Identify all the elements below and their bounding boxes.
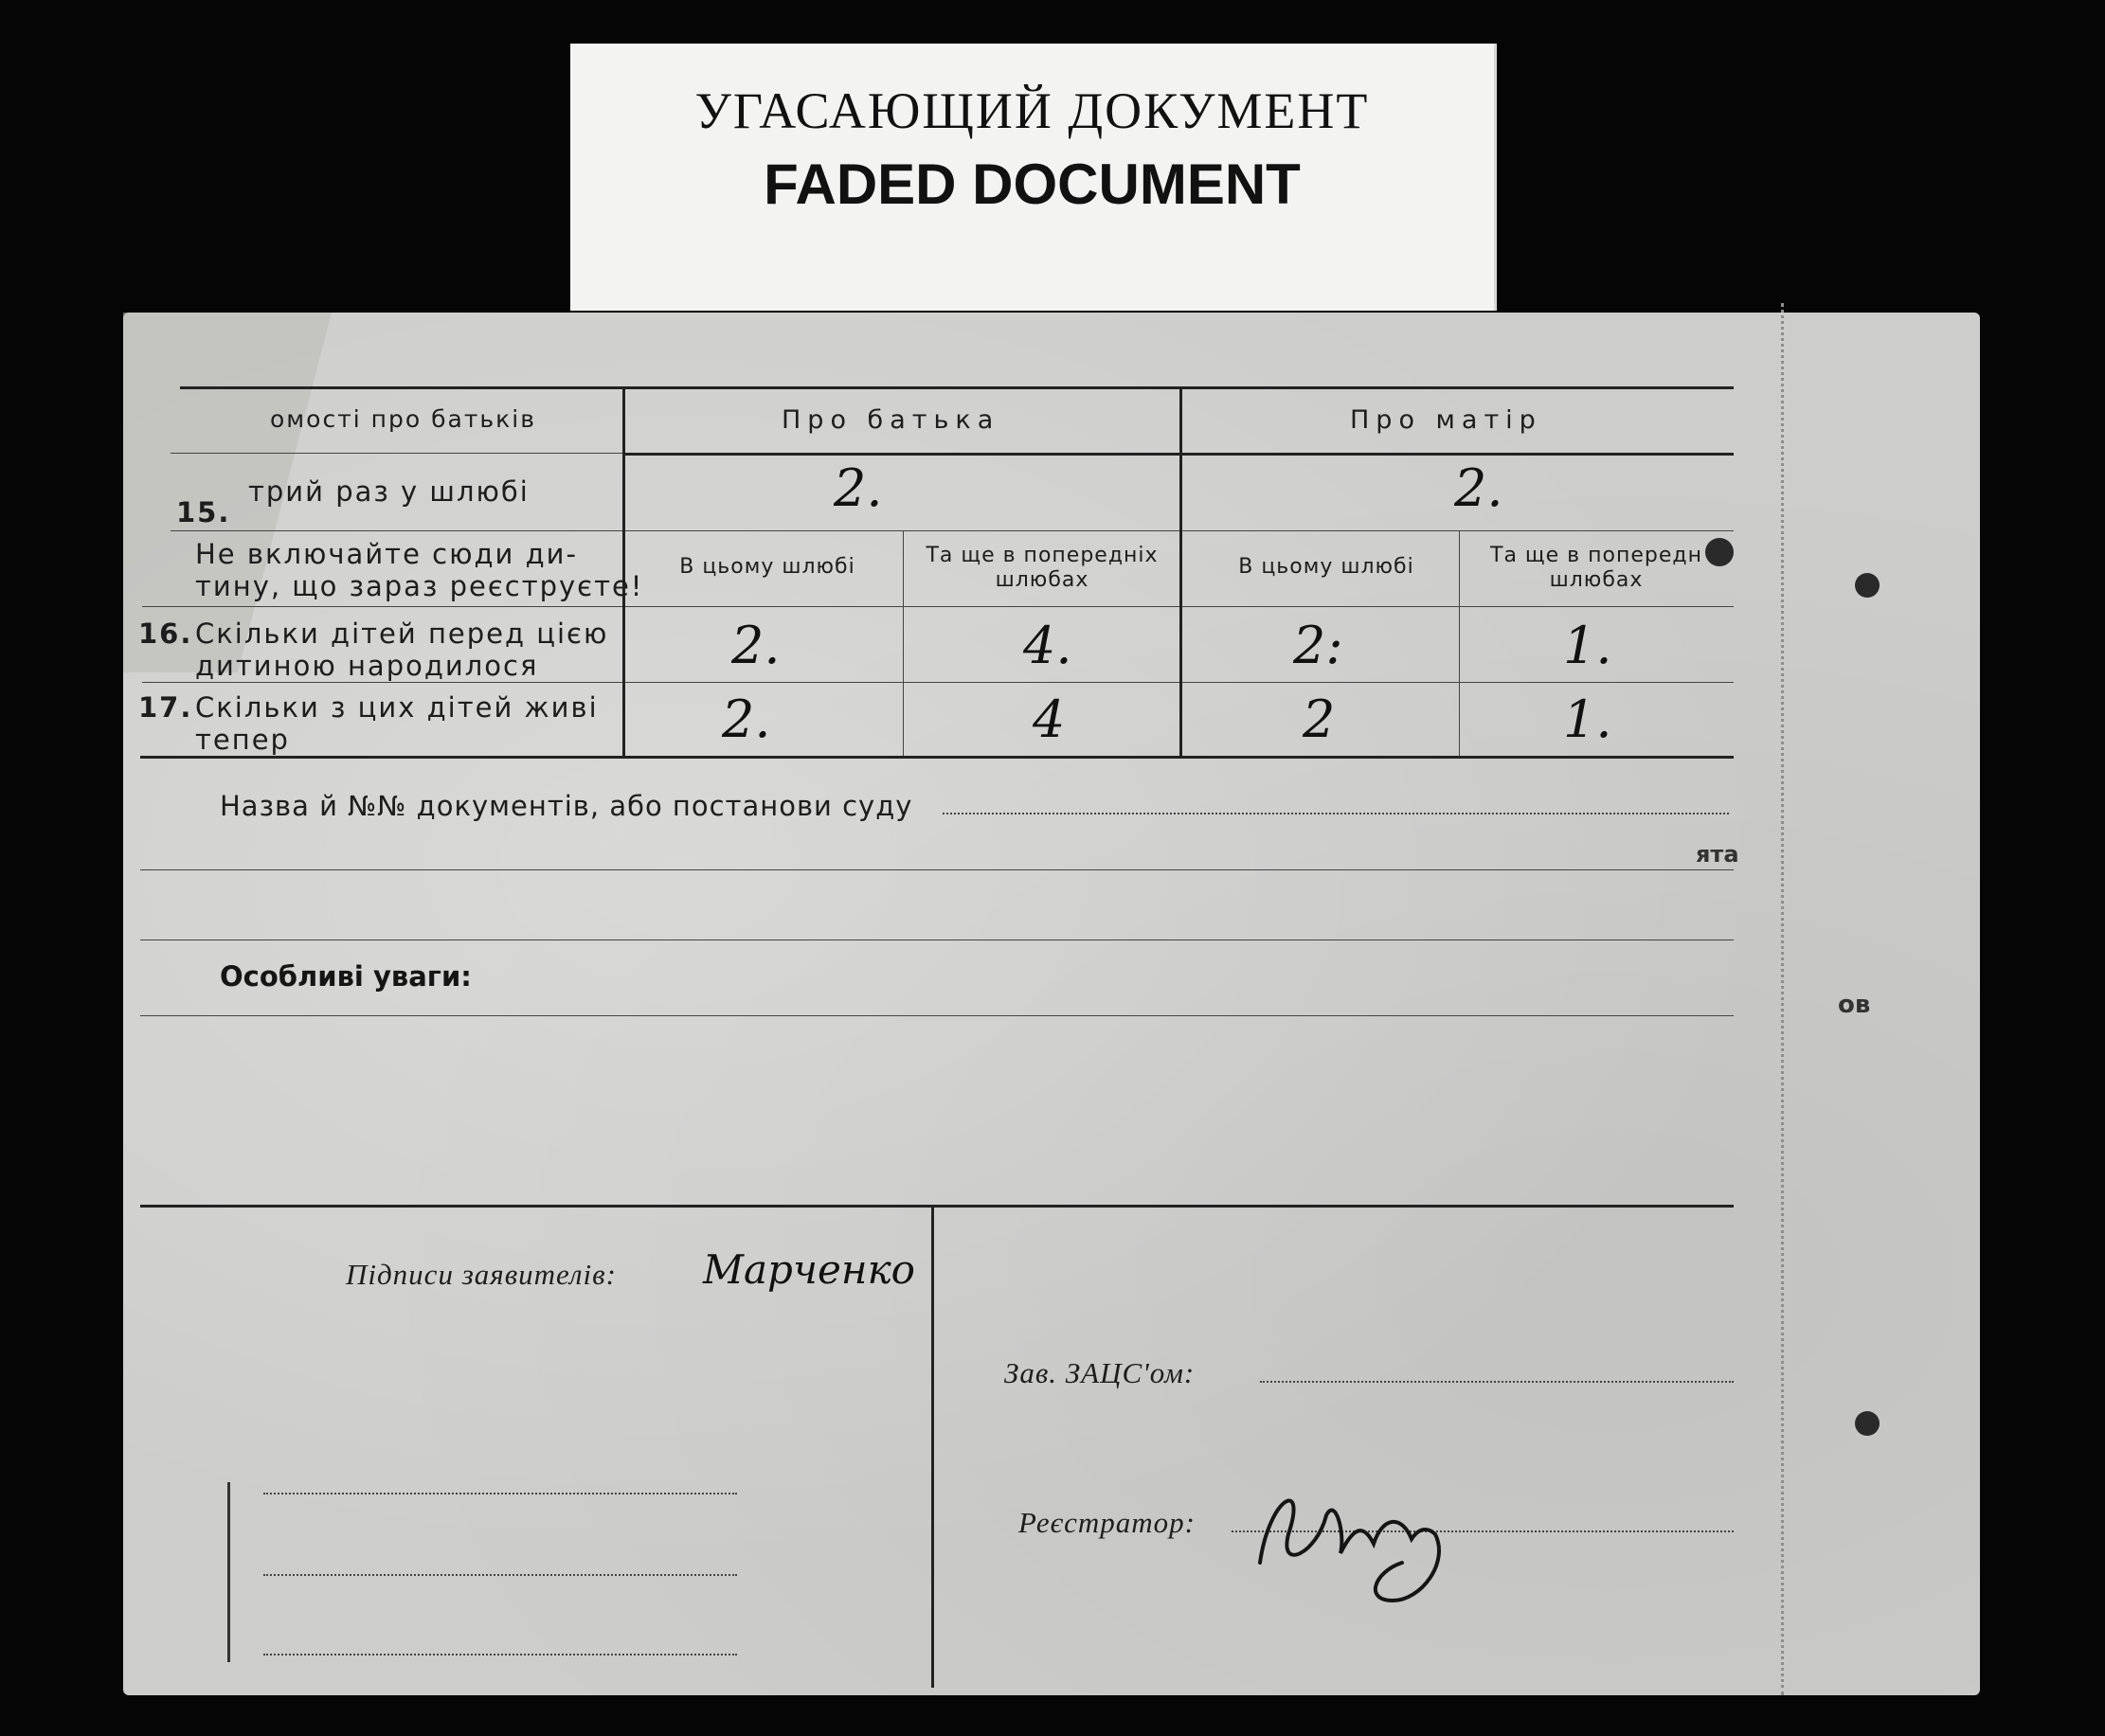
row-16-mother-this: 2:: [1293, 616, 1343, 675]
row-17-father-prev: 4: [1033, 689, 1066, 749]
row-17-line-1: Скільки з цих дітей живі: [195, 691, 599, 724]
punch-hole: [1855, 1411, 1880, 1436]
row-16-line-2: дитиною народилося: [195, 650, 539, 682]
table-bottom-rule: [140, 756, 1734, 759]
subhead-father-prev-1: Та ще в попередніх: [926, 544, 1159, 567]
zags-head-label: Зав. ЗАЦС'ом:: [1004, 1356, 1196, 1389]
mother-subdivider: [1459, 530, 1460, 756]
table-top-rule: [180, 386, 1734, 389]
documents-line-2: [140, 869, 1734, 870]
row-16-father-this: 2.: [731, 616, 781, 675]
faded-document-label-card: [570, 44, 1497, 311]
header-mother: Про матір: [1350, 405, 1542, 435]
registrar-signature: [1250, 1459, 1478, 1620]
row-16-father-prev: 4.: [1023, 616, 1072, 675]
label-russian: УГАСАЮЩИЙ ДОКУМЕНТ: [694, 82, 1370, 139]
applicant-line-2: [263, 1574, 737, 1576]
subhead-mother-prev-2: шлюбах: [1549, 568, 1644, 592]
row-16-mother-prev: 1.: [1563, 616, 1612, 675]
subhead-mother-this-marriage: В цьому шлюбі: [1238, 555, 1414, 579]
header-parents-label: омості про батьків: [270, 405, 536, 433]
row-17-mother-prev: 1.: [1563, 689, 1612, 749]
registrar-label: Реєстратор:: [1018, 1506, 1196, 1539]
row-15-father-value: 2.: [834, 458, 883, 518]
row-16-number: 16.: [138, 617, 193, 650]
note-line-2: тину, що зараз реєструєте!: [195, 570, 644, 602]
row-15-rule: [171, 530, 1734, 531]
special-notes-line: [140, 1015, 1734, 1016]
row-16-line-1: Скільки дітей перед цією: [195, 617, 609, 650]
table-divider-2: [1179, 386, 1182, 756]
registration-form-page: [123, 313, 1980, 1695]
applicant-line-3: [263, 1654, 737, 1655]
margin-fragment-b: ов: [1838, 991, 1871, 1019]
signatures-divider: [931, 1205, 934, 1688]
perforation-line: [1781, 303, 1790, 1695]
documents-label: Назва й №№ документів, або постанови суду: [220, 790, 913, 822]
subhead-father-prev-2: шлюбах: [995, 568, 1089, 592]
row-17-number: 17.: [138, 691, 193, 724]
note-rule: [142, 606, 1734, 607]
row-15-number: 15.: [176, 496, 231, 528]
row-17-line-2: тепер: [195, 724, 290, 756]
label-english: FADED DOCUMENT: [764, 152, 1301, 216]
special-notes-label: Особливі уваги:: [220, 960, 472, 993]
header-father: Про батька: [782, 405, 1000, 435]
note-line-1: Не включайте сюди ди-: [195, 538, 578, 570]
applicant-line-1: [263, 1493, 737, 1494]
father-subdivider: [903, 530, 904, 756]
applicants-signatures-label: Підписи заявителів:: [346, 1258, 617, 1291]
zags-head-line: [1260, 1381, 1734, 1383]
row-15-mother-value: 2.: [1454, 458, 1503, 518]
row-17-mother-this: 2: [1303, 689, 1336, 749]
subhead-father-this-marriage: В цьому шлюбі: [679, 555, 855, 579]
subhead-mother-prev-1: Та ще в попередн: [1490, 544, 1702, 567]
row-15-label: трий раз у шлюбі: [248, 475, 530, 508]
row-17-father-this: 2.: [722, 689, 771, 749]
applicant-signature: Марченко: [703, 1246, 915, 1293]
applicants-brace: [227, 1482, 242, 1662]
documents-dotted-line: [943, 813, 1729, 814]
signatures-top-rule: [140, 1205, 1734, 1208]
row-16-rule: [142, 682, 1734, 683]
margin-fragment-a: ята: [1696, 841, 1739, 868]
punch-hole: [1855, 573, 1880, 598]
